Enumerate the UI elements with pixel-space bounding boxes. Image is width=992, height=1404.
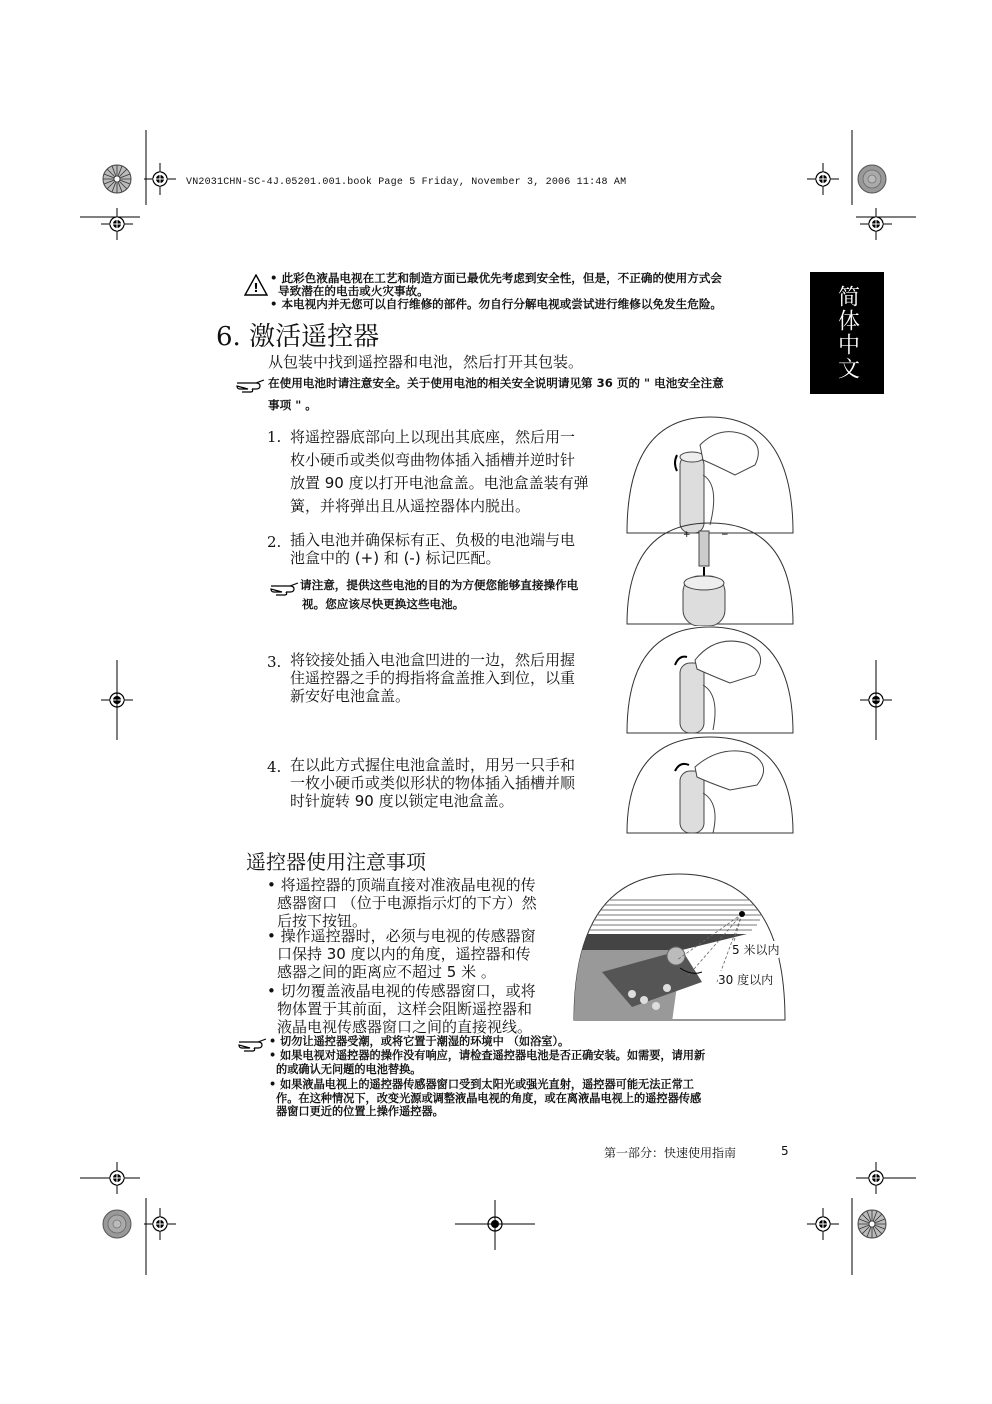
bullet-line: • 操作遥控器时，必须与电视的传感器窗	[267, 927, 536, 945]
bullet-line: • 将遥控器的顶端直接对准液晶电视的传	[267, 876, 536, 894]
step-1-illustration	[625, 415, 795, 535]
step-line: 簧，并将弹出且从遥控器体内脱出。	[290, 497, 531, 515]
pointing-hand-icon	[238, 1036, 268, 1052]
bullet-line: • 切勿覆盖液晶电视的传感器窗口，或将	[267, 982, 536, 1000]
language-tab-label: 简体中文	[834, 285, 860, 381]
step-line: 新安好电池盒盖。	[290, 687, 411, 705]
note-line: • 如果液晶电视上的遥控器传感器窗口受到太阳光或强光直射，遥控器可能无法正常工	[269, 1078, 694, 1091]
page-number: 5	[781, 1144, 789, 1158]
step-line: 插入电池并确保标有正、负极的电池端与电	[290, 531, 576, 549]
step-number: 2.	[267, 533, 282, 551]
usage-bullet	[267, 927, 536, 981]
battery-safety-note-line-2: 事项 " 。	[268, 398, 317, 412]
bullet-line: 感器窗口 （位于电源指示灯的下方）然	[277, 894, 537, 912]
step-line: 在以此方式握住电池盒盖时，用另一只手和	[290, 756, 576, 774]
step-line: 放置 90 度以打开电池盒盖。电池盒盖装有弹	[290, 474, 589, 492]
section-title: 6. 激活遥控器	[216, 322, 380, 352]
warning-1-line-1: • 此彩色液晶电视在工艺和制造方面已最优先考虑到安全性，但是，不正确的使用方式会	[270, 271, 723, 285]
step-line: 池盒中的 (+) 和 (-) 标记匹配。	[290, 549, 501, 567]
step-2-note-line-2: 视。您应该尽快更换这些电池。	[302, 597, 465, 611]
language-tab	[810, 272, 884, 394]
usage-title: 遥控器使用注意事项	[246, 850, 426, 874]
step-line: 枚小硬币或类似弯曲物体插入插槽并逆时针	[290, 451, 576, 469]
bullet-line: 后按下按钮。	[277, 912, 368, 930]
warning-2-line-1: • 本电视内并无您可以自行维修的部件。勿自行分解电视或尝试进行维修以免发生危险。	[270, 297, 723, 311]
step-4	[267, 756, 617, 816]
footer-section: 第一部分：快速使用指南	[604, 1146, 737, 1160]
battery-safety-note-line-1: 在使用电池时请注意安全。关于使用电池的相关安全说明请见第 36 页的 " 电池安全注意	[268, 376, 724, 390]
step-line: 将铰接处插入电池盒凹进的一边，然后用握	[290, 651, 576, 669]
usage-note	[269, 1035, 569, 1049]
bullet-line: 感器之间的距离应不超过 5 米 。	[277, 963, 496, 981]
step-line: 时针旋转 90 度以锁定电池盒盖。	[290, 792, 514, 810]
note-line: • 如果电视对遥控器的操作没有响应，请检查遥控器电池是否正确安装。如需要，请用新	[269, 1049, 706, 1062]
step-number: 3.	[267, 653, 282, 671]
usage-bullet	[267, 876, 537, 930]
step-line: 住遥控器之手的拇指将盒盖推入到位，以重	[290, 669, 576, 687]
bullet-line: 物体置于其前面，这样会阻断遥控器和	[277, 1000, 533, 1018]
step-2	[267, 531, 617, 579]
usage-note	[269, 1049, 705, 1076]
step-number: 4.	[267, 758, 282, 776]
warning-1-line-2: 导致潜在的电击或火灾事故。	[278, 284, 429, 298]
usage-bullet	[267, 982, 536, 1036]
step-4-illustration	[625, 735, 795, 835]
pointing-hand-icon	[270, 580, 300, 596]
usage-note	[269, 1078, 701, 1119]
step-2-illustration	[625, 521, 795, 626]
step-3	[267, 651, 617, 711]
note-line: • 切勿让遥控器受潮，或将它置于潮湿的环境中 （如浴室）。	[269, 1035, 570, 1048]
note-line: 的或确认无问题的电池替换。	[276, 1062, 422, 1076]
svg-text:!: !	[253, 281, 259, 295]
bullet-line: 液晶电视传感器窗口之间的直接视线。	[277, 1018, 533, 1036]
distance-label: 5 米以内	[732, 943, 780, 957]
step-line: 一枚小硬币或类似形状的物体插入插槽并顺	[290, 774, 576, 792]
section-intro: 从包装中找到遥控器和电池，然后打开其包装。	[268, 353, 584, 371]
bullet-line: 口保持 30 度以内的角度，遥控器和传	[277, 945, 531, 963]
step-number: 1.	[267, 428, 282, 446]
pointing-hand-icon	[236, 377, 266, 393]
angle-label: 30 度以内	[718, 973, 774, 987]
note-line: 作。在这种情况下，改变光源或调整液晶电视的角度，或在离液晶电视上的遥控器传感	[276, 1091, 702, 1105]
svg-text:+: +	[683, 530, 691, 540]
svg-text:−: −	[721, 530, 729, 540]
warning-triangle-icon	[244, 274, 268, 296]
step-1	[267, 426, 617, 521]
step-2-note-line-1: 请注意，提供这些电池的目的为方便您能够直接操作电	[300, 578, 579, 592]
step-3-illustration	[625, 625, 795, 735]
note-line: 器窗口更近的位置上操作遥控器。	[276, 1105, 444, 1118]
step-line: 将遥控器底部向上以现出其底座，然后用一	[290, 428, 576, 446]
file-info-line: VN2031CHN-SC-4J.05201.001.book Page 5 Friday, November 3, 2006 11:48 AM	[186, 177, 627, 188]
